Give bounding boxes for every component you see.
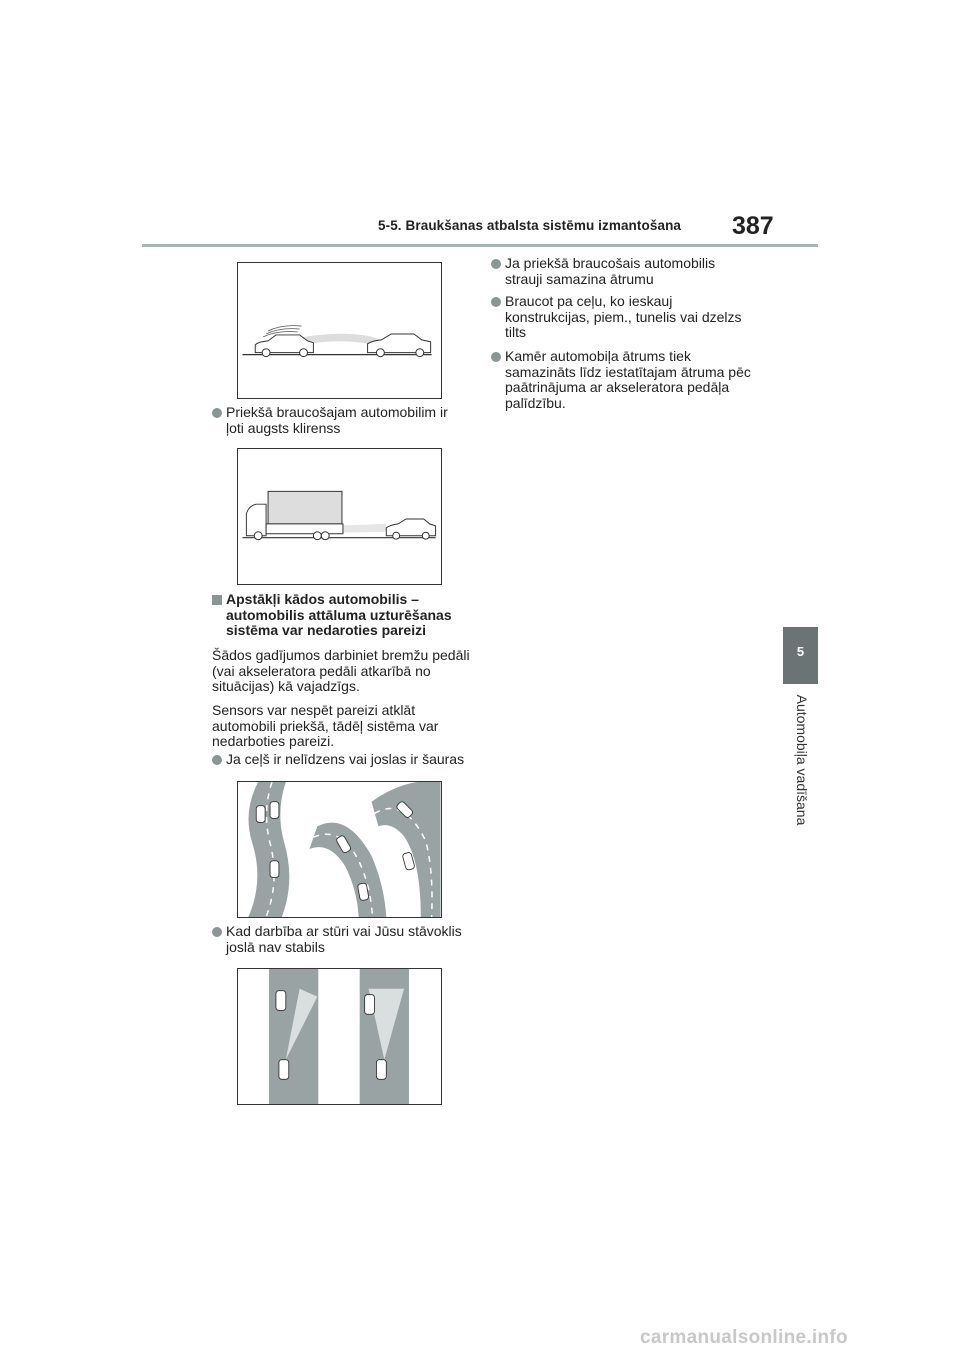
section-title: 5-5. Braukšanas atbalsta sistēmu izmantošana	[378, 218, 682, 233]
figure-straight-lanes	[237, 968, 442, 1105]
bullet-steering-unstable: Kad darbība ar stūri vai Jūsu stāvoklis joslā nav stabils	[226, 924, 476, 955]
bullet-rough-road: Ja ceļš ir nelīdzens vai joslas ir šauras	[226, 752, 476, 768]
chapter-label: Automobiļa vadīšana	[794, 694, 810, 826]
bullet-dot-icon	[491, 259, 501, 269]
figure-curved-roads	[237, 781, 442, 918]
page-number: 387	[732, 212, 774, 240]
watermark: carmanualsonline.info	[640, 1327, 848, 1348]
square-bullet-icon	[212, 595, 222, 605]
paragraph-sensor: Sensors var nespēt pareizi atklāt automobili priekšā, tādēļ sistēma var nedarboties pareizi.	[212, 702, 439, 750]
section-heading: Apstākļi kādos automobilis – automobilis attāluma uzturēšanas sistēma var nedaroties pareizi	[226, 592, 474, 639]
chapter-tab: 5	[783, 627, 818, 684]
header-rule	[142, 244, 818, 247]
bullet-dot-icon	[212, 755, 222, 765]
figure-truck	[237, 448, 442, 585]
paragraph-brake: Šādos gadījumos darbiniet bremžu pedāli (vai akseleratora pedāli atkarībā no situācijas) kā vajadzīgs.	[212, 647, 470, 695]
bullet-dot-icon	[212, 927, 222, 937]
bullet-high-clearance: Priekšā braucošajam automobilim ir ļoti augsts klirenss	[226, 405, 466, 436]
figure-cars	[237, 262, 442, 399]
bullet-dot-icon	[491, 297, 501, 307]
bullet-speed-reduction: Kamēr automobiļa ātrums tiek samazināts līdz iestatītajam ātruma pēc paātrinājuma ar akseleratora pedāļa palīdzību.	[505, 349, 755, 411]
bullet-tunnel: Braucot pa ceļu, ko ieskauj konstrukcijas, piem., tunelis vai dzelzs tilts	[505, 294, 755, 341]
bullet-sudden-slowdown: Ja priekšā braucošais automobilis strauji samazina ātrumu	[505, 256, 755, 287]
bullet-dot-icon	[212, 408, 222, 418]
bullet-dot-icon	[491, 352, 501, 362]
